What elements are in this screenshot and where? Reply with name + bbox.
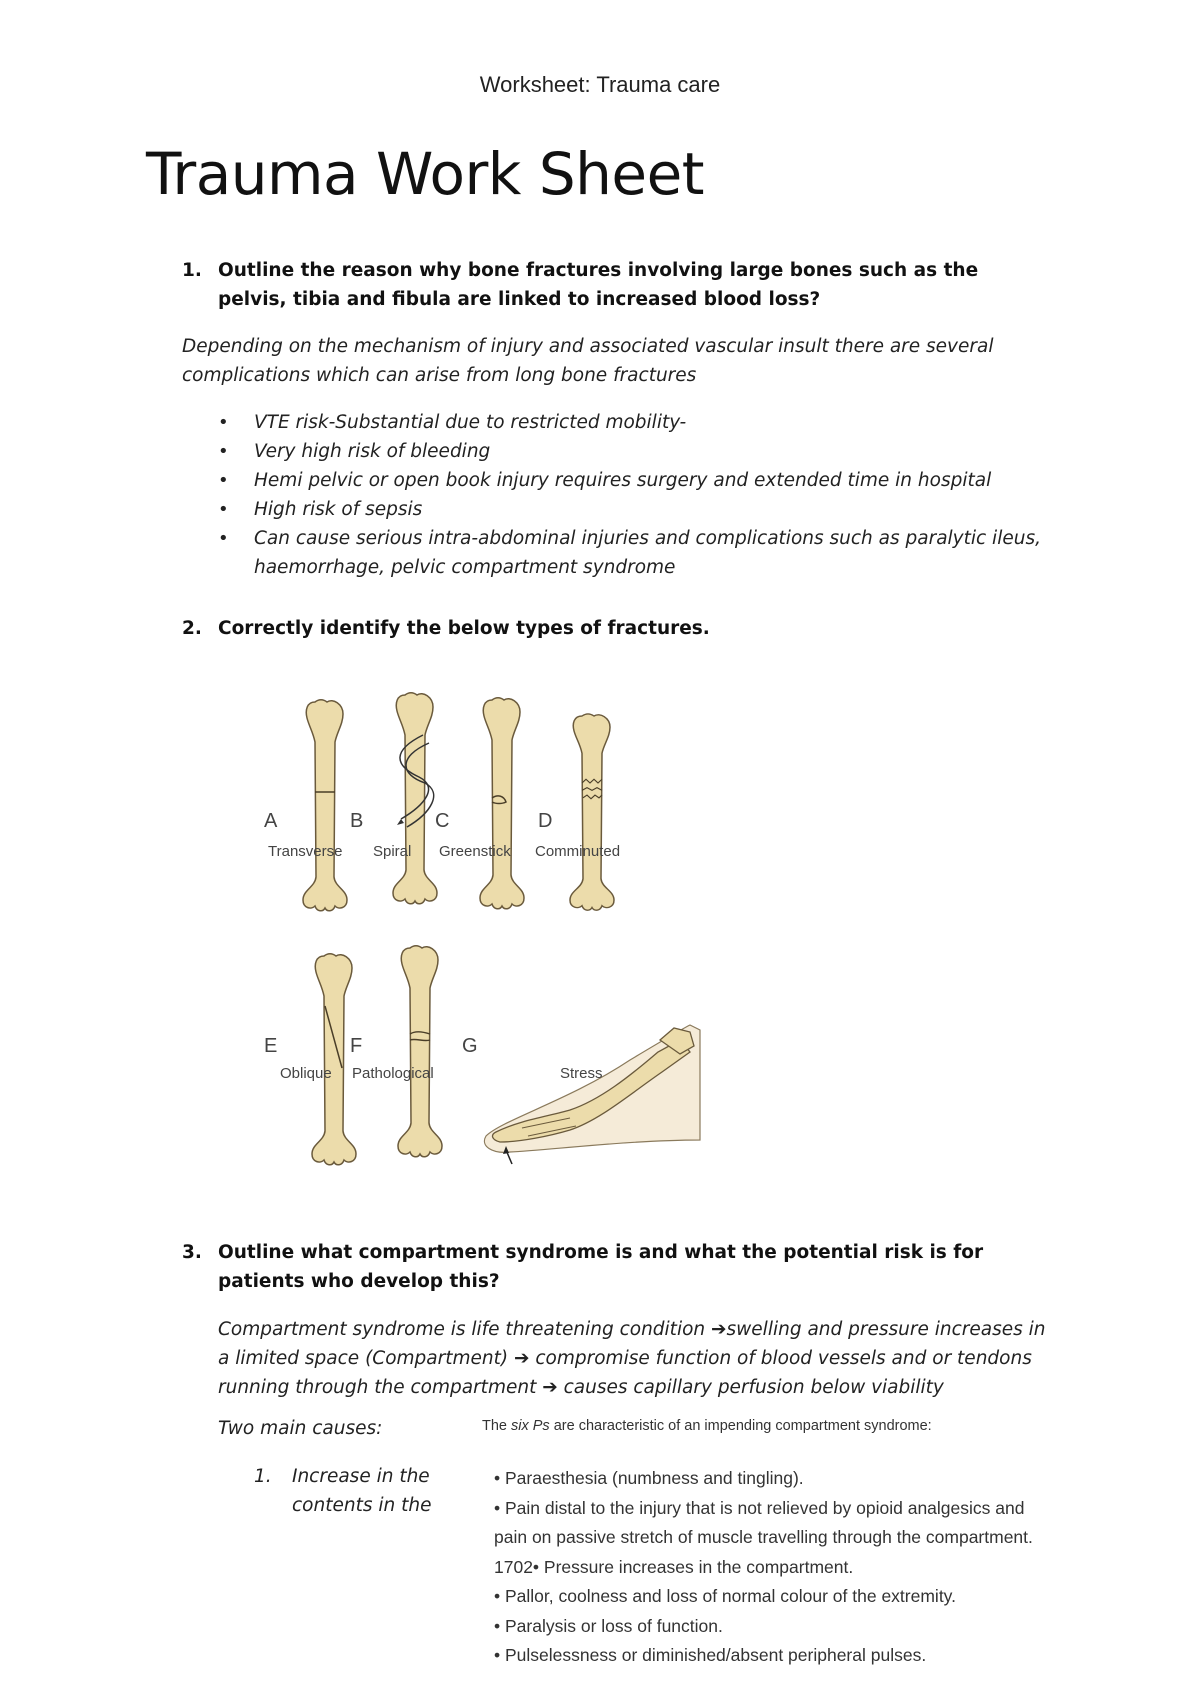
bone-f-pathological	[398, 946, 442, 1157]
list-item: • Pulselessness or diminished/absent peripheral pulses.	[494, 1645, 927, 1665]
bone-e-oblique	[312, 954, 356, 1165]
question-number: 2.	[182, 618, 202, 639]
arrow-icon: ➔	[711, 1319, 727, 1340]
bone-a-transverse	[303, 700, 347, 911]
list-item: • VTE risk-Substantial due to restricted mobility-	[218, 408, 1048, 437]
fig-label: Stress	[560, 1065, 603, 1082]
arrow-icon: ➔	[542, 1377, 558, 1398]
list-item: • Hemi pelvic or open book injury requires surgery and extended time in hospital	[218, 466, 1048, 495]
fig-label: Pathological	[352, 1065, 434, 1082]
question-text: Outline the reason why bone fractures involving large bones such as the pelvis, tibia and fibula are linked to increased blood loss?	[218, 260, 979, 310]
fig-label: Oblique	[280, 1065, 332, 1082]
list-item: • Pallor, coolness and loss of normal colour of the extremity.	[494, 1586, 956, 1606]
list-item: • Pain distal to the injury that is not relieved by opioid analgesics and pain on passive stretch of muscle travelling through the compartment.	[494, 1497, 1033, 1547]
fig-label: Greenstick	[439, 843, 511, 860]
fig-letter: B	[350, 810, 364, 832]
fig-letter: A	[264, 810, 278, 832]
fig-letter: F	[350, 1035, 363, 1057]
fracture-illustration	[264, 680, 700, 1180]
fig-letter: D	[538, 810, 553, 832]
answer-text: swelling and pressure increases in a limited space (Compartment)	[218, 1319, 1046, 1369]
six-ps-list	[494, 1464, 1054, 1671]
bone-d-comminuted	[570, 714, 614, 910]
question-text: Correctly identify the below types of fractures.	[218, 618, 710, 639]
two-causes-label: Two main causes:	[218, 1418, 383, 1439]
cause-number: 1.	[254, 1466, 272, 1487]
list-item: • Paralysis or loss of function.	[494, 1615, 723, 1636]
arrow-icon: ➔	[513, 1348, 530, 1369]
question-number: 3.	[182, 1242, 202, 1263]
heading-text: The	[482, 1418, 512, 1434]
foot-g-stress	[484, 1025, 700, 1164]
fig-label: Transverse	[268, 843, 343, 860]
fig-label: Spiral	[373, 843, 412, 860]
answer-3-definition	[218, 1315, 1048, 1402]
fig-letter: C	[435, 810, 450, 832]
bone-c-greenstick	[480, 698, 524, 909]
answer-text: compromise function of blood vessels and or tendons running through the compartment	[218, 1348, 1032, 1398]
running-header: Worksheet: Trauma care	[479, 72, 721, 97]
list-item: • Can cause serious intra-abdominal injuries and complications such as paralytic ileus, haemorrhage, pelvic compartment syndrome	[218, 524, 1048, 582]
list-item: • Paraesthesia (numbness and tingling).	[494, 1468, 804, 1488]
question-number: 1.	[182, 260, 202, 281]
fig-label: Comminuted	[535, 843, 621, 860]
answer-text: causes capillary perfusion below viability	[557, 1377, 944, 1398]
six-ps-heading	[482, 1418, 932, 1434]
bone-b-spiral	[393, 693, 437, 904]
list-item: 1702• Pressure increases in the compartment.	[494, 1556, 854, 1577]
question-3	[182, 1238, 1042, 1296]
heading-emphasis: six Ps	[511, 1418, 550, 1434]
page-title: Trauma Work Sheet	[146, 140, 705, 208]
list-item: • High risk of sepsis	[218, 495, 1048, 524]
causes-list	[254, 1462, 454, 1520]
cause-text: Increase in the contents in the	[292, 1466, 432, 1516]
fig-letter: G	[462, 1035, 478, 1057]
answer-1-bullets	[218, 408, 1048, 582]
fig-letter: E	[264, 1035, 278, 1057]
list-item: • Very high risk of bleeding	[218, 437, 1048, 466]
answer-text: Compartment syndrome is life threatening condition	[218, 1319, 712, 1340]
answer-1-intro: Depending on the mechanism of injury and associated vascular insult there are several complications which can arise from long bone fractures	[182, 336, 994, 386]
fracture-types-figure	[264, 680, 700, 1180]
question-2	[182, 614, 1042, 643]
question-1	[182, 256, 1042, 314]
question-text: Outline what compartment syndrome is and what the potential risk is for patients who develop this?	[218, 1242, 984, 1292]
heading-text: are characteristic of an impending compartment syndrome:	[549, 1418, 932, 1434]
